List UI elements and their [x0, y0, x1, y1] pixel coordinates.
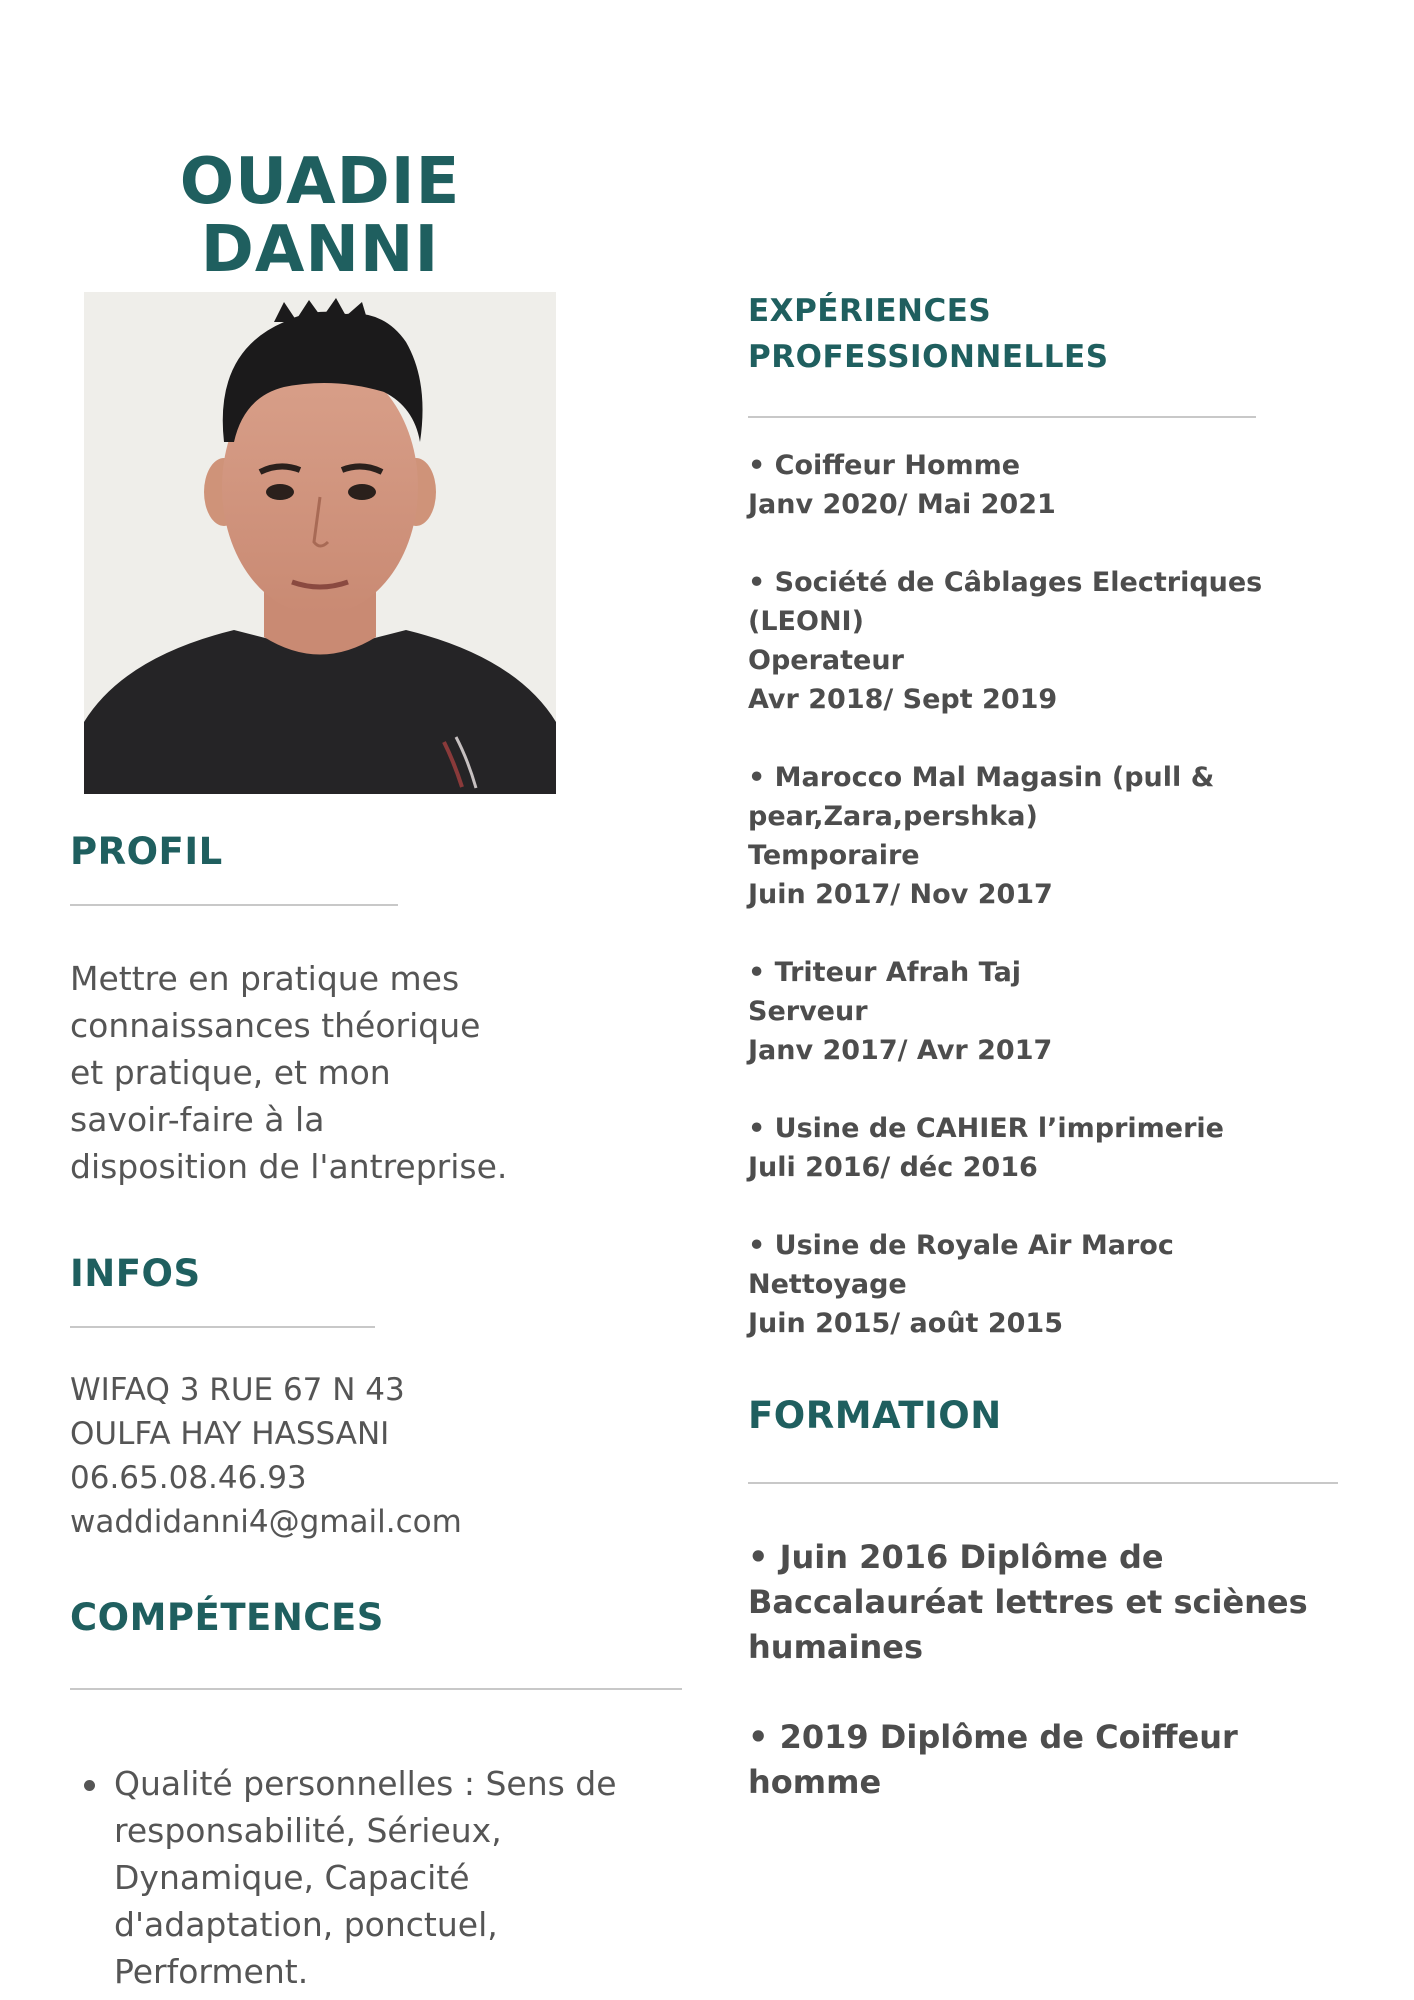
bullet-icon: [84, 1780, 95, 1791]
experience-line: Nettoyage: [748, 1269, 907, 1300]
profil-line: et pratique, et mon: [70, 1053, 391, 1092]
experience-item: [748, 1226, 1348, 1343]
address-line-2: OULFA HAY HASSANI: [70, 1416, 390, 1452]
profil-line: connaissances théorique: [70, 1006, 481, 1045]
experience-line: Juin 2015/ août 2015: [748, 1308, 1063, 1339]
formation-list: [748, 1535, 1348, 1850]
divider-experiences: [748, 416, 1256, 418]
divider-profil: [70, 904, 398, 906]
resume-name: [70, 145, 570, 287]
divider-competences: [70, 1688, 682, 1690]
section-title-profil: PROFIL: [70, 830, 223, 873]
competence-line: d'adaptation, ponctuel,: [114, 1905, 498, 1944]
experience-item: [748, 1109, 1348, 1187]
experience-line: (LEONI): [748, 606, 864, 637]
section-title-experiences: [748, 288, 1308, 380]
divider-infos: [70, 1326, 375, 1328]
formation-line: Baccalauréat lettres et sciènes: [748, 1583, 1308, 1621]
portrait-photo-icon: [84, 292, 556, 794]
experience-line: Operateur: [748, 645, 904, 676]
name-last: DANNI: [200, 213, 440, 287]
experience-line: Avr 2018/ Sept 2019: [748, 684, 1058, 715]
experience-line: Juli 2016/ déc 2016: [748, 1152, 1038, 1183]
experience-line: Janv 2017/ Avr 2017: [748, 1035, 1053, 1066]
section-title-formation: FORMATION: [748, 1394, 1002, 1437]
competence-line: Dynamique, Capacité: [114, 1858, 470, 1897]
section-title-infos: INFOS: [70, 1252, 201, 1295]
profil-line: disposition de l'antreprise.: [70, 1147, 508, 1186]
phone-number: 06.65.08.46.93: [70, 1460, 307, 1496]
formation-line: • 2019 Diplôme de Coiffeur homme: [748, 1718, 1238, 1801]
section-title-competences: COMPÉTENCES: [70, 1596, 384, 1639]
profil-text: [70, 955, 530, 1190]
experience-line: • Marocco Mal Magasin (pull &: [748, 762, 1215, 793]
experience-line: • Société de Câblages Electriques: [748, 567, 1263, 598]
divider-formation: [748, 1482, 1338, 1484]
address-line-1: WIFAQ 3 RUE 67 N 43: [70, 1372, 405, 1408]
profile-photo: [84, 292, 556, 794]
list-item: [70, 1760, 650, 1995]
profil-line: savoir-faire à la: [70, 1100, 325, 1139]
experiences-title-line: PROFESSIONNELLES: [748, 339, 1109, 375]
competence-line: Performent.: [114, 1952, 309, 1991]
formation-item: [748, 1715, 1348, 1805]
experience-item: [748, 953, 1348, 1070]
experience-line: • Coiffeur Homme: [748, 450, 1021, 481]
experience-item: [748, 758, 1348, 914]
competence-line: responsabilité, Sérieux,: [114, 1811, 502, 1850]
formation-line: • Juin 2016 Diplôme de: [748, 1538, 1164, 1576]
experience-line: Serveur: [748, 996, 868, 1027]
competences-list: [70, 1760, 650, 1995]
experience-line: Janv 2020/ Mai 2021: [748, 489, 1056, 520]
formation-line: humaines: [748, 1628, 923, 1666]
experience-line: pear,Zara,pershka): [748, 801, 1038, 832]
experience-line: • Usine de CAHIER l’imprimerie: [748, 1113, 1224, 1144]
experience-item: [748, 563, 1348, 719]
email-address: waddidanni4@gmail.com: [70, 1504, 462, 1540]
experience-line: Temporaire: [748, 840, 920, 871]
experience-line: • Usine de Royale Air Maroc: [748, 1230, 1174, 1261]
formation-item: [748, 1535, 1348, 1670]
name-first: OUADIE: [179, 145, 461, 219]
experience-line: • Triteur Afrah Taj: [748, 957, 1022, 988]
contact-info: [70, 1368, 590, 1544]
experience-item: [748, 446, 1348, 524]
experience-line: Juin 2017/ Nov 2017: [748, 879, 1053, 910]
experiences-title-line: EXPÉRIENCES: [748, 293, 992, 329]
competence-line: Qualité personnelles : Sens de: [114, 1764, 617, 1803]
profil-line: Mettre en pratique mes: [70, 959, 460, 998]
experiences-list: [748, 446, 1348, 1382]
